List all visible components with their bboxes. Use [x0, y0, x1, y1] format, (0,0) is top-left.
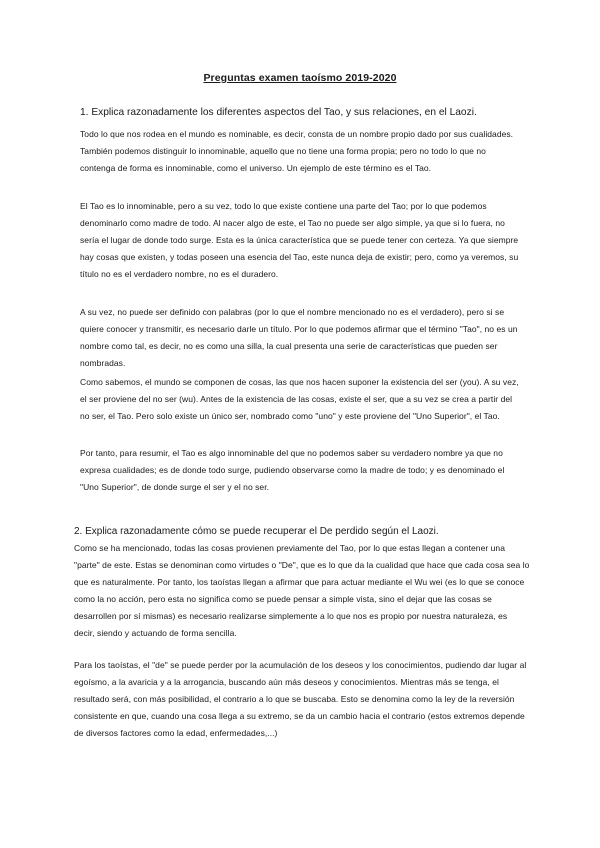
question-2-paragraph-1: Como se ha mencionado, todas las cosas provienen previamente del Tao, por lo que estas llegan a contener una "parte" de este. Estas se denominan como virtudes o "De", que es lo que da la cualidad que hace que cada cosa sea lo que es naturalmente. Por tanto, los taoístas llegan a afirmar que para actuar mediante el Wu wei (es lo que se conoce como la no acción, pero esta no significa como se puede pensar a simple vista, sino el dejar que las cosas se desarrollen por sí mismas) es necesario realizarse simplemente a lo que nos es propio por nuestra naturaleza, es decir, siendo y actuando de forma sencilla.: [74, 543, 530, 638]
document-title: Preguntas examen taoísmo 2019-2020: [203, 72, 397, 84]
question-1-paragraph-5: Por tanto, para resumir, el Tao es algo innominable del que no podemos saber su verdadero nombre ya que no expresa cualidades; es de donde todo surge, pudiendo observarse como la madre de todo; y es denominado el "Uno Superior", de donde surge el ser y el no ser.: [80, 448, 505, 493]
question-1-heading: 1. Explica razonadamente los diferentes aspectos del Tao, y sus relaciones, en el Laozi.: [80, 107, 477, 118]
question-1-paragraph-2: El Tao es lo innominable, pero a su vez, todo lo que existe contiene una parte del Tao; por lo que podemos denominarlo como madre de todo. Al nacer algo de este, el Tao no puede ser algo simple, ya que si lo fuera, no sería el lugar de donde todo surge. Esta es la única característica que se puede tener con certeza. Ya que siempre hay cosas que existen, y todas poseen una esencia del Tao, este nunca deja de existir; pero, como ya veremos, su título no es el verdadero nombre, no es el duradero.: [80, 201, 519, 280]
question-2-heading: 2. Explica razonadamente cómo se puede recuperar el De perdido según el Laozi.: [74, 526, 439, 537]
question-2-paragraph-2: Para los taoístas, el "de" se puede perder por la acumulación de los deseos y los conocimientos, pudiendo dar lugar al egoísmo, a la avaricia y a la arrogancia, buscando aún más deseos y conocimientos. Mientras más se tenga, el resultado será, con más posibilidad, el contrario a lo que se buscaba. Esto se denomina como la ley de la reversión consistente en que, cuando una cosa llega a su extremo, se da un cambio hacia el contrario (estos extremos depende de diversos factores como la edad, enfermedades,...): [74, 660, 527, 738]
question-1-paragraph-3: A su vez, no puede ser definido con palabras (por lo que el nombre mencionado no es el verdadero), pero si se quiere conocer y transmitir, es necesario darle un título. Por lo que podemos afirmar que el término "Tao", no es un nombre como tal, es decir, no es como una silla, la cual presenta una serie de características que pueden ser nombradas.: [80, 307, 518, 369]
question-1-paragraph-4: Como sabemos, el mundo se componen de cosas, las que nos hacen suponer la existencia del ser (you). A su vez, el ser proviene del no ser (wu). Antes de la existencia de las cosas, existe el ser, que a su vez se crea a partir del no ser, el Tao. Pero solo existe un único ser, nombrado como "uno" y este proviene del "Uno Superior", el Tao.: [80, 377, 519, 422]
question-1-paragraph-1: Todo lo que nos rodea en el mundo es nominable, es decir, consta de un nombre propio dado por sus cualidades. También podemos distinguir lo innominable, aquello que no tiene una forma propia; pero no todo lo que no contenga de forma es innominable, como el universo. Un ejemplo de este término es el Tao.: [80, 129, 514, 174]
